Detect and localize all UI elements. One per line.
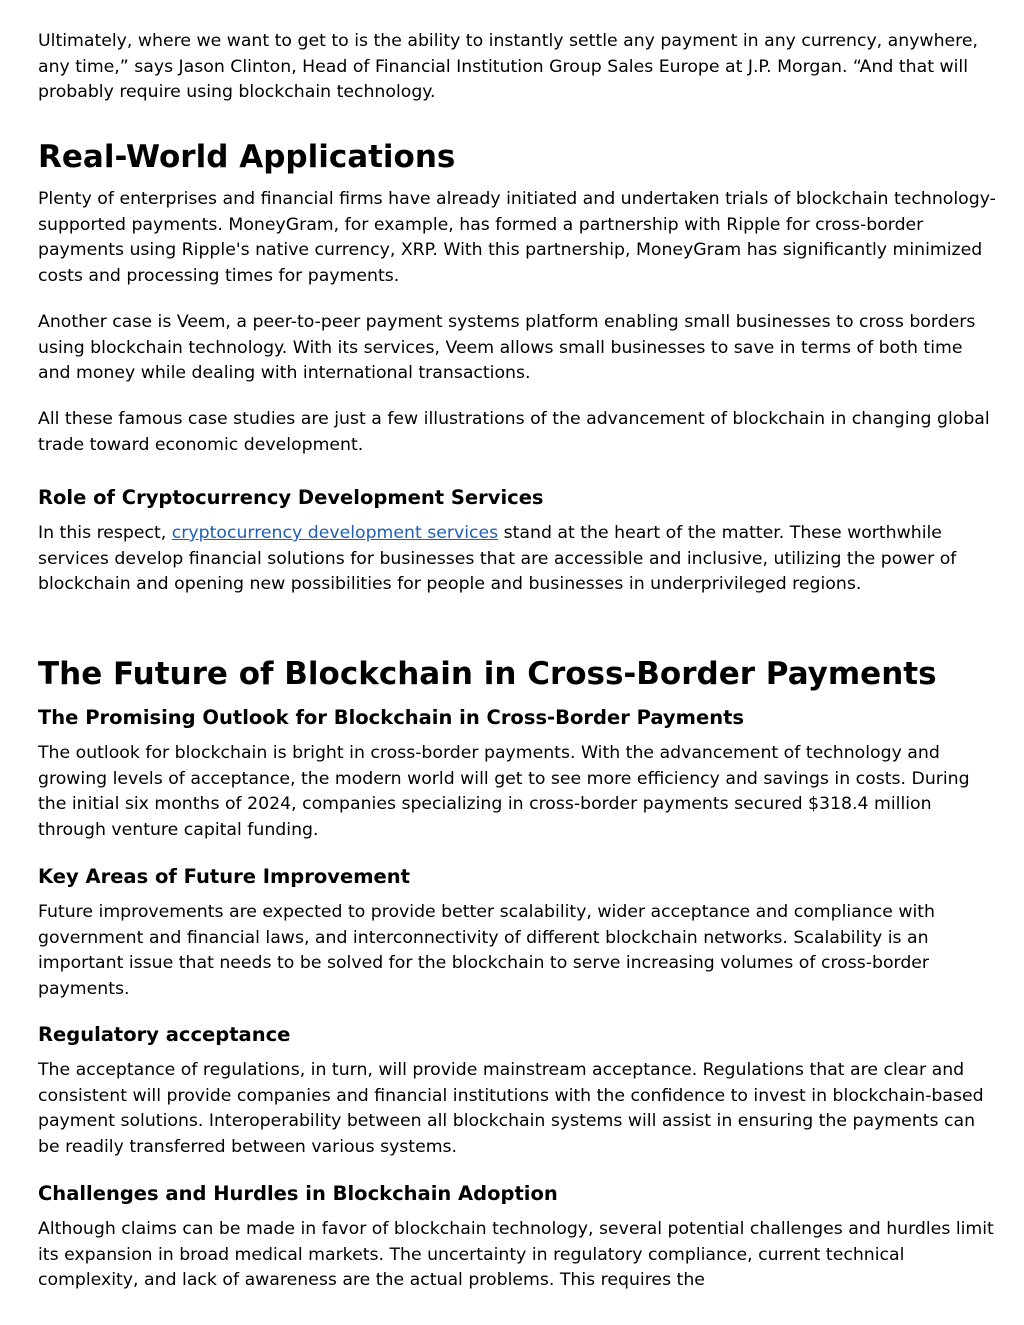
role-text-after: stand at the heart of the matter. These worthwhile services develop financial solutions for businesses that are accessible and inclusive, utilizing the power of blockchain and opening new possibilities for people and businesses in underprivileged regions.: [38, 523, 957, 595]
crypto-dev-services-link[interactable]: cryptocurrency development services: [171, 523, 499, 543]
quote-paragraph: Ultimately, where we want to get to is the ability to instantly settle any payment in any currency, anywhere, any time,” says Jason Clinton, Head of Financial Institution Group Sales Europe at J.P. Morgan. “And that will probably require using blockchain technology.: [38, 31, 979, 103]
paragraph-outlook: The outlook for blockchain is bright in cross-border payments. With the advancement of technology and growing levels of acceptance, the modern world will get to see more efficiency and savings in costs. During the initial six months of 2024, companies specializing in cross-border payments secured $318.4 million through venture capital funding.: [38, 743, 970, 841]
section-heading-future: The Future of Blockchain in Cross-Border Payments: [38, 656, 937, 692]
subheading-challenges: Challenges and Hurdles in Blockchain Adoption: [38, 1182, 558, 1205]
paragraph-challenges: Although claims can be made in favor of blockchain technology, several potential challenges and hurdles limit its expansion in broad medical markets. The uncertainty in regulatory compliance, current technical complexity, and lack of awareness are the actual problems. This requires the: [38, 1219, 994, 1291]
paragraph-regulatory: The acceptance of regulations, in turn, will provide mainstream acceptance. Regulations that are clear and consistent will provide companies and financial institutions with the confidence to invest in blockchain-based payment solutions. Interoperability between all blockchain systems will assist in ensuring the payments can be readily transferred between various systems.: [38, 1060, 984, 1158]
paragraph-role: [38, 521, 998, 598]
subheading-regulatory: Regulatory acceptance: [38, 1023, 291, 1046]
subheading-role: Role of Cryptocurrency Development Services: [38, 486, 544, 509]
subheading-key-areas: Key Areas of Future Improvement: [38, 865, 410, 888]
role-text-before: In this respect,: [38, 523, 172, 543]
paragraph-case-studies: All these famous case studies are just a few illustrations of the advancement of blockchain in changing global trade toward economic development.: [38, 409, 990, 455]
subheading-outlook: The Promising Outlook for Blockchain in Cross-Border Payments: [38, 706, 744, 729]
section-heading-real-world: Real-World Applications: [38, 139, 456, 175]
paragraph-veem: Another case is Veem, a peer-to-peer payment systems platform enabling small businesses to cross borders using blockchain technology. With its services, Veem allows small businesses to save in terms of both time and money while dealing with international transactions.: [38, 312, 976, 384]
paragraph-moneygram: Plenty of enterprises and financial firms have already initiated and undertaken trials of blockchain technology-supported payments. MoneyGram, for example, has formed a partnership with Ripple for cross-border payments using Ripple's native currency, XRP. With this partnership, MoneyGram has significantly minimized costs and processing times for payments.: [38, 189, 996, 287]
paragraph-key-areas: Future improvements are expected to provide better scalability, wider acceptance and compliance with government and financial laws, and interconnectivity of different blockchain networks. Scalability is an important issue that needs to be solved for the blockchain to serve increasing volumes of cross-border payments.: [38, 902, 936, 1000]
